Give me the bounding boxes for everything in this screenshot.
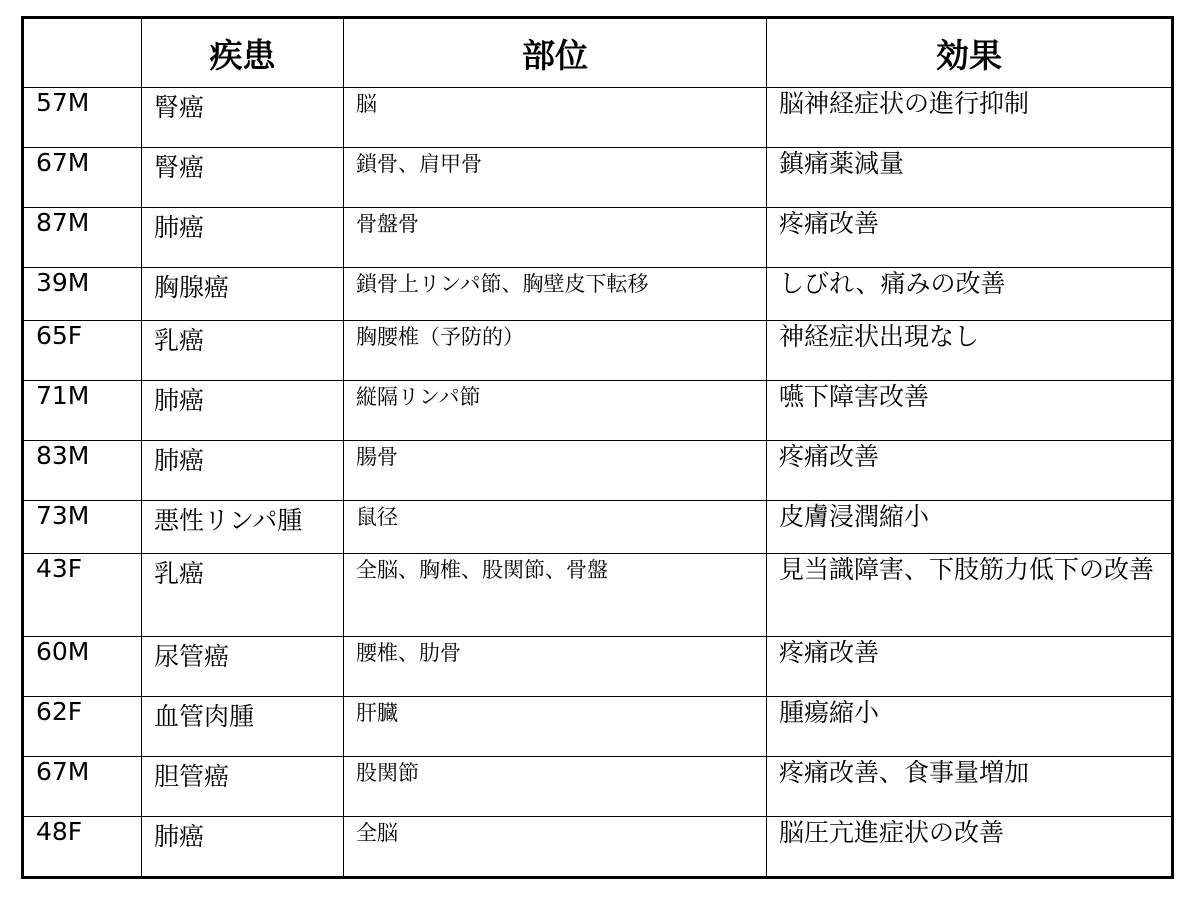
effect-cell: 腫瘍縮小 (767, 697, 1173, 757)
site-cell: 股関節 (344, 757, 767, 817)
site-cell: 鎖骨、肩甲骨 (344, 148, 767, 208)
table-row (23, 268, 1173, 321)
disease-cell: 肺癌 (142, 817, 344, 878)
site-cell: 腰椎、肋骨 (344, 637, 767, 697)
effect-cell: 見当識障害、下肢筋力低下の改善 (767, 554, 1173, 637)
effect-cell: 疼痛改善、食事量増加 (767, 757, 1173, 817)
table-row (23, 208, 1173, 268)
table-row (23, 381, 1173, 441)
effect-cell: 疼痛改善 (767, 441, 1173, 501)
case-cell: 67M (23, 757, 142, 817)
table-row (23, 501, 1173, 554)
case-cell: 71M (23, 381, 142, 441)
effect-cell: しびれ、痛みの改善 (767, 268, 1173, 321)
case-cell: 67M (23, 148, 142, 208)
disease-cell: 肺癌 (142, 441, 344, 501)
header-case (23, 18, 142, 88)
disease-cell: 悪性リンパ腫 (142, 501, 344, 554)
case-cell: 39M (23, 268, 142, 321)
site-cell: 腸骨 (344, 441, 767, 501)
table-row (23, 88, 1173, 148)
header-effect: 効果 (767, 18, 1173, 88)
table-row (23, 757, 1173, 817)
table-row (23, 441, 1173, 501)
case-cell: 73M (23, 501, 142, 554)
effect-cell: 鎮痛薬減量 (767, 148, 1173, 208)
site-cell: 肝臓 (344, 697, 767, 757)
disease-cell: 乳癌 (142, 554, 344, 637)
effect-cell: 嚥下障害改善 (767, 381, 1173, 441)
disease-cell: 肺癌 (142, 381, 344, 441)
effect-cell: 脳圧亢進症状の改善 (767, 817, 1173, 878)
site-cell: 縦隔リンパ節 (344, 381, 767, 441)
case-cell: 48F (23, 817, 142, 878)
site-cell: 胸腰椎（予防的） (344, 321, 767, 381)
site-cell: 鼠径 (344, 501, 767, 554)
case-cell: 62F (23, 697, 142, 757)
header-row (23, 18, 1173, 88)
effect-cell: 皮膚浸潤縮小 (767, 501, 1173, 554)
site-cell: 全脳 (344, 817, 767, 878)
case-cell: 83M (23, 441, 142, 501)
disease-cell: 乳癌 (142, 321, 344, 381)
table-row (23, 321, 1173, 381)
disease-cell: 胸腺癌 (142, 268, 344, 321)
effect-cell: 脳神経症状の進行抑制 (767, 88, 1173, 148)
disease-cell: 胆管癌 (142, 757, 344, 817)
disease-cell: 血管肉腫 (142, 697, 344, 757)
site-cell: 骨盤骨 (344, 208, 767, 268)
case-cell: 87M (23, 208, 142, 268)
case-table (21, 16, 1174, 879)
table-row (23, 697, 1173, 757)
case-cell: 60M (23, 637, 142, 697)
effect-cell: 疼痛改善 (767, 208, 1173, 268)
disease-cell: 肺癌 (142, 208, 344, 268)
case-cell: 65F (23, 321, 142, 381)
table-row (23, 817, 1173, 878)
case-cell: 43F (23, 554, 142, 637)
disease-cell: 腎癌 (142, 148, 344, 208)
disease-cell: 尿管癌 (142, 637, 344, 697)
header-disease: 疾患 (142, 18, 344, 88)
table-row (23, 637, 1173, 697)
disease-cell: 腎癌 (142, 88, 344, 148)
header-site: 部位 (344, 18, 767, 88)
site-cell: 全脳、胸椎、股関節、骨盤 (344, 554, 767, 637)
case-cell: 57M (23, 88, 142, 148)
table-row (23, 148, 1173, 208)
effect-cell: 疼痛改善 (767, 637, 1173, 697)
effect-cell: 神経症状出現なし (767, 321, 1173, 381)
table-row (23, 554, 1173, 637)
site-cell: 脳 (344, 88, 767, 148)
site-cell: 鎖骨上リンパ節、胸壁皮下転移 (344, 268, 767, 321)
